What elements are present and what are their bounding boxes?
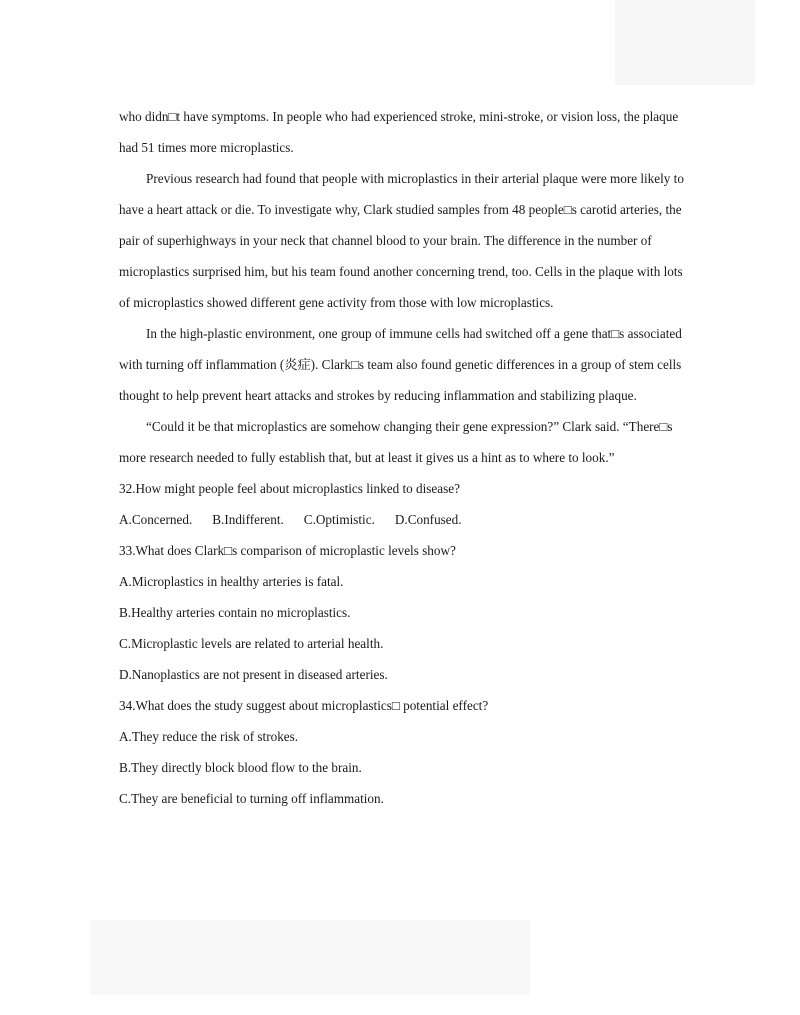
scan-shadow-top — [615, 0, 755, 85]
passage-paragraph: “Could it be that microplastics are somehow changing their gene expression?” Clark said. “There□s more research needed to fully establish that, but at least it gives us a hint as to where to look.” — [119, 419, 673, 465]
option-b: B.They directly block blood flow to the brain. — [119, 760, 362, 775]
option-a: A.They reduce the risk of strokes. — [119, 729, 299, 744]
option-b: B.Healthy arteries contain no microplastics. — [119, 605, 351, 620]
question-32-options — [119, 504, 689, 535]
question-33-stem: 33.What does Clark□s comparison of microplastic levels show? — [119, 543, 456, 558]
option-b: B.Indifferent. — [212, 512, 284, 527]
scan-shadow-bottom — [90, 920, 530, 995]
option-c: C.Optimistic. — [303, 512, 375, 527]
document-text — [119, 101, 689, 814]
option-d: D.Nanoplastics are not present in diseased arteries. — [119, 667, 388, 682]
option-d: D.Confused. — [394, 512, 462, 527]
option-a: A.Concerned. — [119, 512, 193, 527]
passage-paragraph: In the high-plastic environment, one group of immune cells had switched off a gene that□s associated with turning off inflammation (炎症). Clark□s team also found genetic differences in a group of stem cells thought to help prevent heart attacks and strokes by reducing inflammation and stabilizing plaque. — [119, 326, 682, 403]
option-a: A.Microplastics in healthy arteries is fatal. — [119, 574, 344, 589]
question-34-stem: 34.What does the study suggest about microplastics□ potential effect? — [119, 698, 489, 713]
option-c: C.They are beneficial to turning off inflammation. — [119, 791, 384, 806]
passage-paragraph: Previous research had found that people with microplastics in their arterial plaque were more likely to have a heart attack or die. To investigate why, Clark studied samples from 48 people□s carotid arteries, the pair of superhighways in your neck that channel blood to your brain. The difference in the number of microplastics surprised him, but his team found another concerning trend, too. Cells in the plaque with lots of microplastics showed different gene activity from those with low microplastics. — [119, 171, 684, 310]
question-32-stem: 32.How might people feel about microplastics linked to disease? — [119, 481, 460, 496]
option-c: C.Microplastic levels are related to arterial health. — [119, 636, 384, 651]
passage-paragraph: who didn□t have symptoms. In people who had experienced stroke, mini-stroke, or vision loss, the plaque had 51 times more microplastics. — [119, 109, 679, 155]
